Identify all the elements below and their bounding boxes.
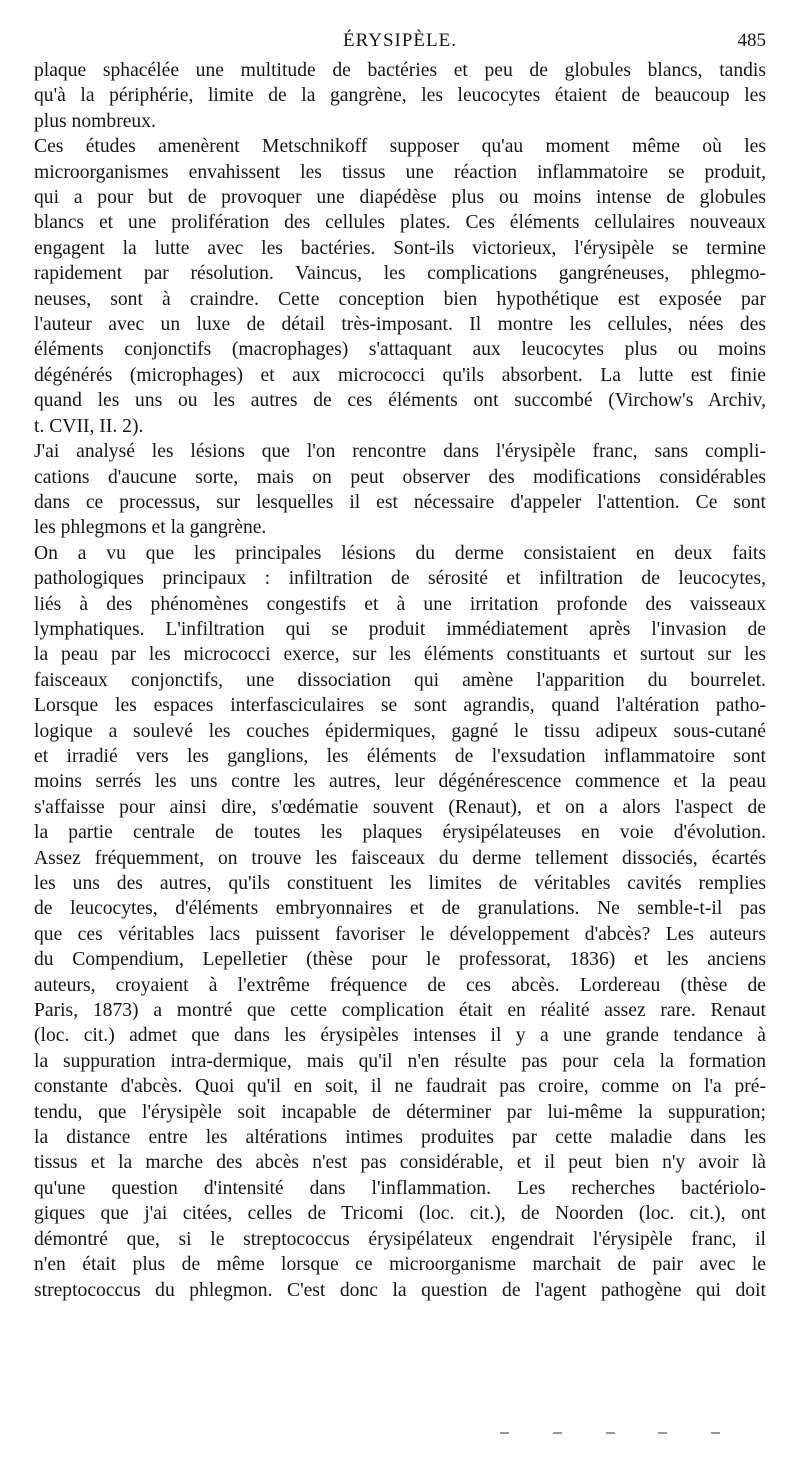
footer-dash [606,1432,615,1434]
text-line: qu'une question d'intensité dans l'inflammation. Les recherches bactériolo- [34,1177,766,1199]
text-line: dégénérés (microphages) et aux micrococci qu'ils absorbent. La lutte est finie [34,364,766,386]
text-line: quand les uns ou les autres de ces éléments ont succombé (Virchow's Archiv, [34,390,766,412]
running-head [34,30,766,52]
text-line: la distance entre les altérations intimes produites par cette maladie dans les [34,1127,766,1149]
footer-marks [500,1432,720,1438]
text-line: Assez fréquemment, on trouve les faisceaux du derme tellement dissociés, écartés [34,847,766,869]
text-line: la suppuration intra-dermique, mais qu'il n'en résulte pas pour cela la formation [34,1050,766,1072]
text-line: t. CVII, II. 2). [34,415,144,437]
text-line: faisceaux conjonctifs, une dissociation qui amène l'apparition du bourrelet. [34,669,766,691]
text-line: cations d'aucune sorte, mais on peut observer des modifications considérables [34,466,766,488]
text-line: de leucocytes, d'éléments embryonnaires et de granulations. Ne semble-t-il pas [34,898,766,920]
text-line: plus nombreux. [34,110,156,132]
text-line: Lorsque les espaces interfasciculaires se sont agrandis, quand l'altération patho- [34,695,766,717]
text-line: logique a soulevé les couches épidermiques, gagné le tissu adipeux sous-cutané [34,720,766,742]
footer-dash [711,1432,720,1434]
text-line: éléments conjonctifs (macrophages) s'attaquant aux leucocytes plus ou moins [34,339,766,361]
text-line: blancs et une prolifération des cellules plates. Ces éléments cellulaires nouveaux [34,212,766,234]
text-line: liés à des phénomènes congestifs et à une irritation profonde des vaisseaux [34,593,766,615]
paragraph [34,134,766,439]
text-line: les uns des autres, qu'ils constituent les limites de véritables cavités remplies [34,873,766,894]
text-line: s'affaisse pour ainsi dire, s'œdématie souvent (Renaut), et on a alors l'aspect de [34,796,766,818]
text-line: qu'à la périphérie, limite de la gangrène, les leucocytes étaient de beaucoup les [34,85,766,107]
footer-dash [553,1432,562,1434]
text-line: l'auteur avec un luxe de détail très-imposant. Il montre les cellules, nées des [34,314,766,336]
paragraph [34,541,766,1303]
paragraph [34,439,766,541]
text-line: auteurs, croyaient à l'extrême fréquence de ces abcès. Lordereau (thèse de [34,974,766,996]
page-number: 485 [737,30,766,51]
text-line: streptococcus du phlegmon. C'est donc la question de l'agent pathogène qui doit [34,1279,766,1301]
text-line: (loc. cit.) admet que dans les érysipèles intenses il y a une grande tendance à [34,1025,766,1047]
text-line: qui a pour but de provoquer une diapédèse plus ou moins intense de globules [34,187,766,209]
text-line: du Compendium, Lepelletier (thèse pour le professorat, 1836) et les anciens [34,949,766,971]
text-line: plaque sphacélée une multitude de bactéries et peu de globules blancs, tandis [34,60,766,81]
text-line: microorganismes envahissent les tissus une réaction inflammatoire se produit, [34,161,766,183]
text-line: tissus et la marche des abcès n'est pas considérable, et il peut bien n'y avoir là [34,1152,766,1174]
text-line: J'ai analysé les lésions que l'on rencontre dans l'érysipèle franc, sans compli- [34,441,766,463]
text-line: Paris, 1873) a montré que cette complication était en réalité assez rare. Renaut [34,1000,766,1022]
running-title: ÉRYSIPÈLE. [343,30,457,51]
text-line: engagent la lutte avec les bactéries. Sont-ils victorieux, l'érysipèle se termine [34,237,766,259]
text-line: démontré que, si le streptococcus érysipélateux engendrait l'érysipèle franc, il [34,1228,766,1250]
footer-dash [658,1432,667,1434]
text-line: rapidement par résolution. Vaincus, les complications gangréneuses, phlegmo- [34,263,766,285]
footer-dash [500,1432,509,1434]
text-line: pathologiques principaux : infiltration de sérosité et infiltration de leucocytes, [34,568,766,590]
book-page [34,30,766,1303]
text-line: et irradié vers les ganglions, les éléments de l'exsudation inflammatoire sont [34,745,766,767]
paragraph [34,58,766,134]
text-line: Ces études amenèrent Metschnikoff supposer qu'au moment même où les [34,136,766,158]
text-line: tendu, que l'érysipèle soit incapable de déterminer par lui-même la suppuration; [34,1101,766,1123]
text-line: moins serrés les uns contre les autres, leur dégénérescence commence et la peau [34,771,766,793]
text-line: les phlegmons et la gangrène. [34,517,267,539]
text-line: n'en était plus de même lorsque ce microorganisme marchait de pair avec le [34,1254,766,1276]
text-line: giques que j'ai citées, celles de Tricomi (loc. cit.), de Noorden (loc. cit.), ont [34,1203,766,1225]
text-line: neuses, sont à craindre. Cette conception bien hypothétique est exposée par [34,288,766,310]
text-line: la peau par les micrococci exerce, sur les éléments constituants et surtout sur les [34,644,766,666]
text-line: constante d'abcès. Quoi qu'il en soit, il ne faudrait pas croire, comme on l'a pré- [34,1076,766,1098]
text-line: dans ce processus, sur lesquelles il est nécessaire d'appeler l'attention. Ce sont [34,491,766,513]
text-line: la partie centrale de toutes les plaques érysipélateuses en voie d'évolution. [34,822,766,844]
text-line: On a vu que les principales lésions du derme consistaient en deux faits [34,542,766,564]
text-line: lymphatiques. L'infiltration qui se produit immédiatement après l'invasion de [34,618,766,640]
text-line: que ces véritables lacs puissent favoriser le développement d'abcès? Les auteurs [34,923,766,945]
body-text [34,58,766,1303]
